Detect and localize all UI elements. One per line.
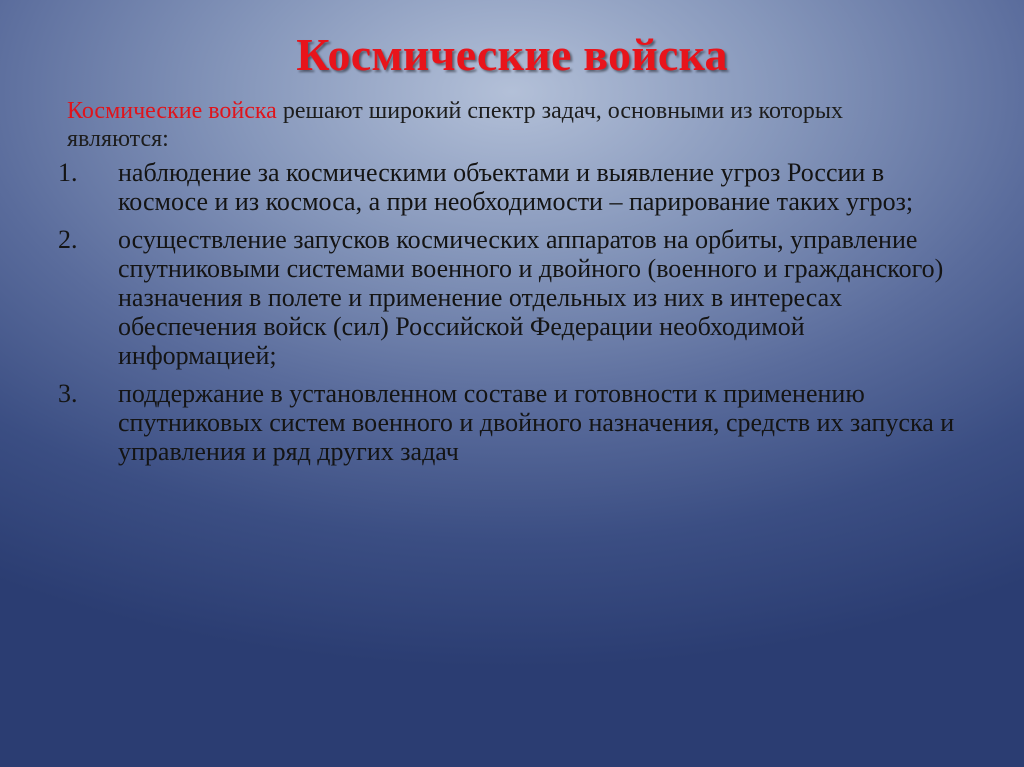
slide-title: Космические войска [296,29,728,80]
list-item-number: 1. [58,158,78,187]
intro-highlight: Космические войска [67,98,277,124]
task-list [0,158,1024,475]
intro-paragraph [67,97,947,153]
list-item-number: 3. [58,379,78,408]
list-item [0,158,1024,216]
list-item-text: осуществление запусков космических аппаратов на орбиты, управление спутниковыми системами военного и двойного (военного и гражданского) назначения в полете и применение отдельных из них в интересах обеспечения войск (сил) Российской Федерации необходимой информацией; [118,225,944,370]
list-item-text: поддержание в установленном составе и готовности к применению спутниковых систем военного и двойного назначения, средств их запуска и управления и ряд других задач [118,379,955,466]
list-item [0,225,1024,370]
list-item-text: наблюдение за космическими объектами и выявление угроз России в космосе и из космоса, а при необходимости – парирование таких угроз; [118,158,914,216]
intro-text: решают широкий спектр задач, основными из которых являются: [67,98,843,152]
list-item-number: 2. [58,225,78,254]
list-item [0,379,1024,466]
